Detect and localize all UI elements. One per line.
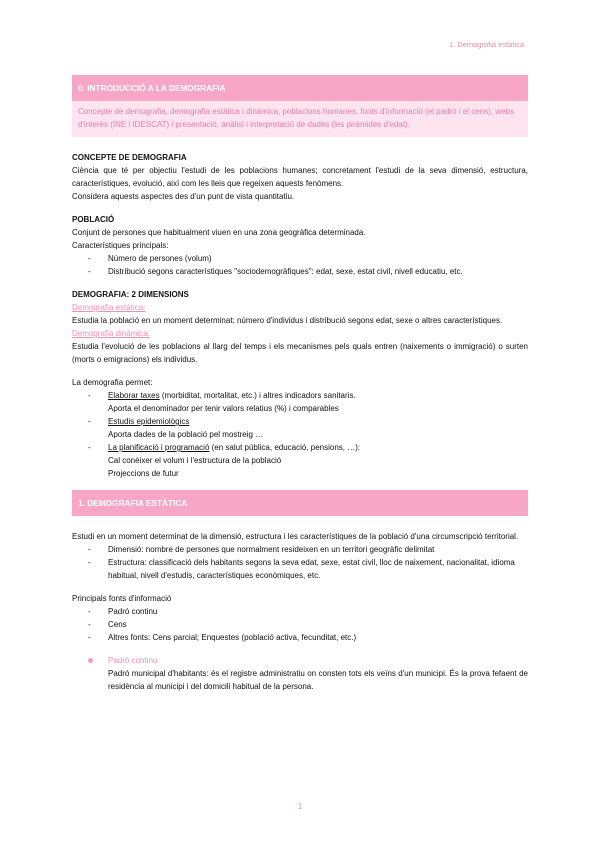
- label-dinamica: Demografia dinàmica:: [72, 329, 150, 338]
- list-item: - Distribució segons característiques "sociodemogràfiques": edat, sexe, estat civil, nivell educatiu, etc.: [72, 265, 528, 278]
- heading-dimensions: DEMOGRAFIA: 2 DIMENSIONS: [72, 290, 189, 299]
- list-item: - Estructura: classificació dels habitants segons la seva edat, sexe, estat civil, lloc de naixement, nacionalitat, idioma habitual, nivell d'estudis, característiques econòmiques, etc.: [72, 556, 528, 582]
- concepte-paragraph-2: Considera aquests aspectes des d'un punt de vista quantitatiu.: [72, 192, 295, 201]
- permet-list-3: [72, 441, 528, 454]
- list-item: - Padró continu: [72, 605, 528, 618]
- list-item: [72, 389, 528, 402]
- poblacio-list: [72, 252, 528, 278]
- sub-line: Projeccions de futur: [108, 469, 179, 478]
- dinamica-paragraph: Estudia l'evolució de les poblacions al llarg del temps i els mecanismes pels quals entren (naixements o immigració) o surten (morts o emigracions) els individus.: [72, 342, 528, 364]
- label-estatica: Demografia estàtica:: [72, 303, 146, 312]
- bullet-title: Padró continu: [108, 656, 158, 665]
- estatica-paragraph: Estudia la població en un moment determinat: número d'individus i distribució segons edat, sexe o altres característiques.: [72, 316, 503, 325]
- permet-list: [72, 389, 528, 402]
- poblacio-paragraph: Conjunt de persones que habitualment viuen en una zona geogràfica determinada.: [72, 228, 366, 237]
- list-item: [72, 415, 528, 428]
- section-bar-intro: 0. INTRODUCCIÓ A LA DEMOGRAFIA: [72, 75, 528, 101]
- underlined-term: Estudis epidemiològics: [108, 417, 190, 426]
- bullet-dot-icon: [88, 658, 93, 663]
- bullet-padro: [72, 654, 528, 667]
- sub-line: Cal conèixer el volum i l'estructura de la població: [108, 456, 282, 465]
- heading-concepte: CONCEPTE DE DEMOGRAFIA: [72, 153, 187, 162]
- section1-list: [72, 543, 528, 582]
- page-number: 1: [297, 802, 303, 811]
- page-content: [72, 75, 528, 693]
- permet-list-2: [72, 415, 528, 428]
- running-header: 1. Demografia estàtica: [448, 40, 524, 49]
- section-bar-estatica: 1. DEMOGRAFIA ESTÀTICA: [72, 490, 528, 516]
- underlined-term: La planificació i programació: [108, 443, 210, 452]
- list-item: - Dimensió: nombre de persones que normalment resideixen en un territori geogràfic delimitat: [72, 543, 528, 556]
- fonts-heading: Principals fonts d'informació: [72, 594, 172, 603]
- list-item: - Cens: [72, 618, 528, 631]
- heading-poblacio: POBLACIÓ: [72, 215, 115, 224]
- underlined-term: Elaborar taxes: [108, 391, 160, 400]
- intro-abstract: Concepte de demografia, demografia estàtica i dinàmica, poblacions humanes, fonts d'informació (el padró i el cens), webs d'interès (INE i IDESCAT) i presentació, anàlisi i interpretació de dades (les piràmides d'edat).: [72, 101, 528, 137]
- section1-paragraph: Estudi en un moment determinat de la dimensió, estructura i les característiques de la població d'una circumscripció territorial.: [72, 532, 519, 541]
- permet-heading: La demografia permet:: [72, 378, 153, 387]
- fonts-list: [72, 605, 528, 644]
- item-text: (morbiditat, mortalitat, etc.) i altres indicadors sanitaris.: [159, 391, 356, 400]
- list-item: - Altres fonts: Cens parcial; Enquestes (població activa, fecunditat, etc.): [72, 631, 528, 644]
- list-item: - Número de persones (volum): [72, 252, 528, 265]
- sub-line: Aporta dades de la població pel mostreig …: [108, 430, 264, 439]
- item-text: (en salut pública, educació, pensions, …):: [209, 443, 361, 452]
- padro-paragraph: Padró municipal d'habitants: és el registre administratiu on consten tots els veïns d'un municipi. És la prova fefaent de residència al municipi i del domicili habitual de la persona.: [108, 669, 528, 691]
- concepte-paragraph: Ciència que té per objectiu l'estudi de les poblacions humanes; concretament l'estudi de la seva dimensió, estructura, característiques, evolució, així com les lleis que regeixen aquests fenòmens.: [72, 166, 528, 188]
- poblacio-characteristics-label: Característiques principals:: [72, 241, 169, 250]
- sub-line: Aporta el denominador per tenir valors relatius (%) i comparables: [108, 404, 339, 413]
- list-item: [72, 441, 528, 454]
